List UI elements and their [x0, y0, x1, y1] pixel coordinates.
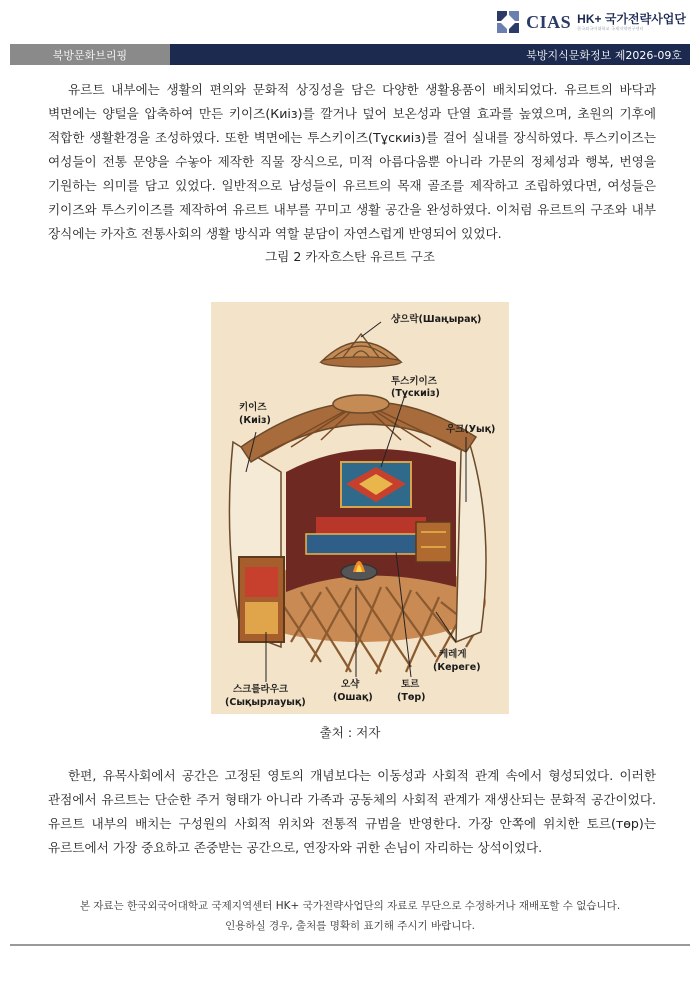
label-oshak: 오샥: [341, 679, 360, 690]
copyright-notice: [0, 896, 700, 936]
label-kerege: 케레게: [439, 649, 467, 660]
logo-brand: CIAS: [526, 11, 572, 32]
label-kiiz-ru: (Киіз): [239, 415, 271, 426]
tuskiiz-panel: [341, 462, 411, 507]
header-band: [10, 44, 690, 65]
label-door: 스크를라우크: [233, 684, 289, 695]
label-shanyrak: 샹으락(Шаңырақ): [391, 314, 482, 325]
figure-source: 출처 : 저자: [319, 725, 381, 740]
copyright-line-1: 본 자료는 한국외국어대학교 국제지역센터 HK+ 국가전략사업단의 자료로 무단으로 수정하거나 재배포할 수 없습니다.: [79, 900, 621, 912]
label-uyk: 우크(Уық): [446, 424, 496, 435]
header-logo: [496, 10, 686, 34]
door-syqyrlauyq: [239, 557, 284, 642]
label-tor: 토르: [401, 679, 420, 690]
shanyrak-crown: [321, 334, 401, 367]
label-kiiz: 키이즈: [239, 402, 267, 413]
copyright-line-2: 인용하실 경우, 출처를 명확히 표기해 주시기 바랍니다.: [225, 920, 475, 932]
footer-divider: [10, 944, 690, 946]
series-name: 북방문화브리핑: [10, 44, 170, 65]
label-oshak-ru: (Ошақ): [333, 692, 373, 703]
yurt-illustration: [211, 302, 509, 714]
figure-caption: 그림 2 카자흐스탄 유르트 구조: [264, 249, 435, 264]
label-tuskiiz: 투스키이즈: [391, 376, 437, 387]
logo-subtitle: 한국외국어대학교 국제지역연구센터: [577, 26, 644, 31]
cias-logo-icon: [496, 10, 520, 34]
logo-title: HK+ 국가전략사업단: [577, 12, 686, 26]
issue-number: 북방지식문화정보 제2026-09호: [170, 44, 690, 65]
label-tor-ru: (Төр): [397, 692, 426, 703]
body-paragraph-2: 한편, 유목사회에서 공간은 고정된 영토의 개념보다는 이동성과 사회적 관계 속에서 형성되었다. 이러한 관점에서 유르트는 단순한 주거 형태가 아니라 가족과 공동체의 사회적 관계가 재생산되는 문화적 공간이었다. 유르트 내부의 배치는 구성원의 사회적 위치와 전통적 규범을 반영한다. 가장 안쪽에 위치한 토르(төр)는 유르트에서 가장 중요하고 존중받는 공간으로, 연장자와 귀한 손님이 자리하는 상석이었다.: [48, 768, 656, 855]
label-door-ru: (Сықырлауық): [225, 697, 306, 708]
body-paragraph-1: 유르트 내부에는 생활의 편의와 문화적 상징성을 담은 다양한 생활용품이 배치되었다. 유르트의 바닥과 벽면에는 양털을 압축하여 만든 키이즈(Киіз)를 깔거나 덮어 보온성과 단열 효과를 높였으며, 초원의 기후에 적합한 생활환경을 조성하였다. 또한 벽면에는 투스키이즈(Тұскиіз)를 걸어 실내를 장식하였다. 투스키이즈는 여성들이 전통 문양을 수놓아 제작한 직물 장식으로, 미적 아름다움뿐 아니라 가문의 정체성과 행복, 번영을 기원하는 의미를 담고 있었다. 일반적으로 남성들이 유르트의 목재 골조를 제작하고 조립하였다면, 여성들은 키이즈와 투스키이즈를 제작하여 유르트 내부를 꾸미고 생활 공간을 완성하였다. 이처럼 유르트의 구조와 내부 장식에는 카자흐 전통사회의 생활 방식과 역할 분담이 자연스럽게 반영되어 있었다.: [48, 82, 656, 241]
label-tuskiiz-ru: (Тұскиіз): [391, 388, 440, 399]
yurt-diagram: [211, 302, 509, 714]
label-kerege-ru: (Кереге): [433, 662, 481, 673]
